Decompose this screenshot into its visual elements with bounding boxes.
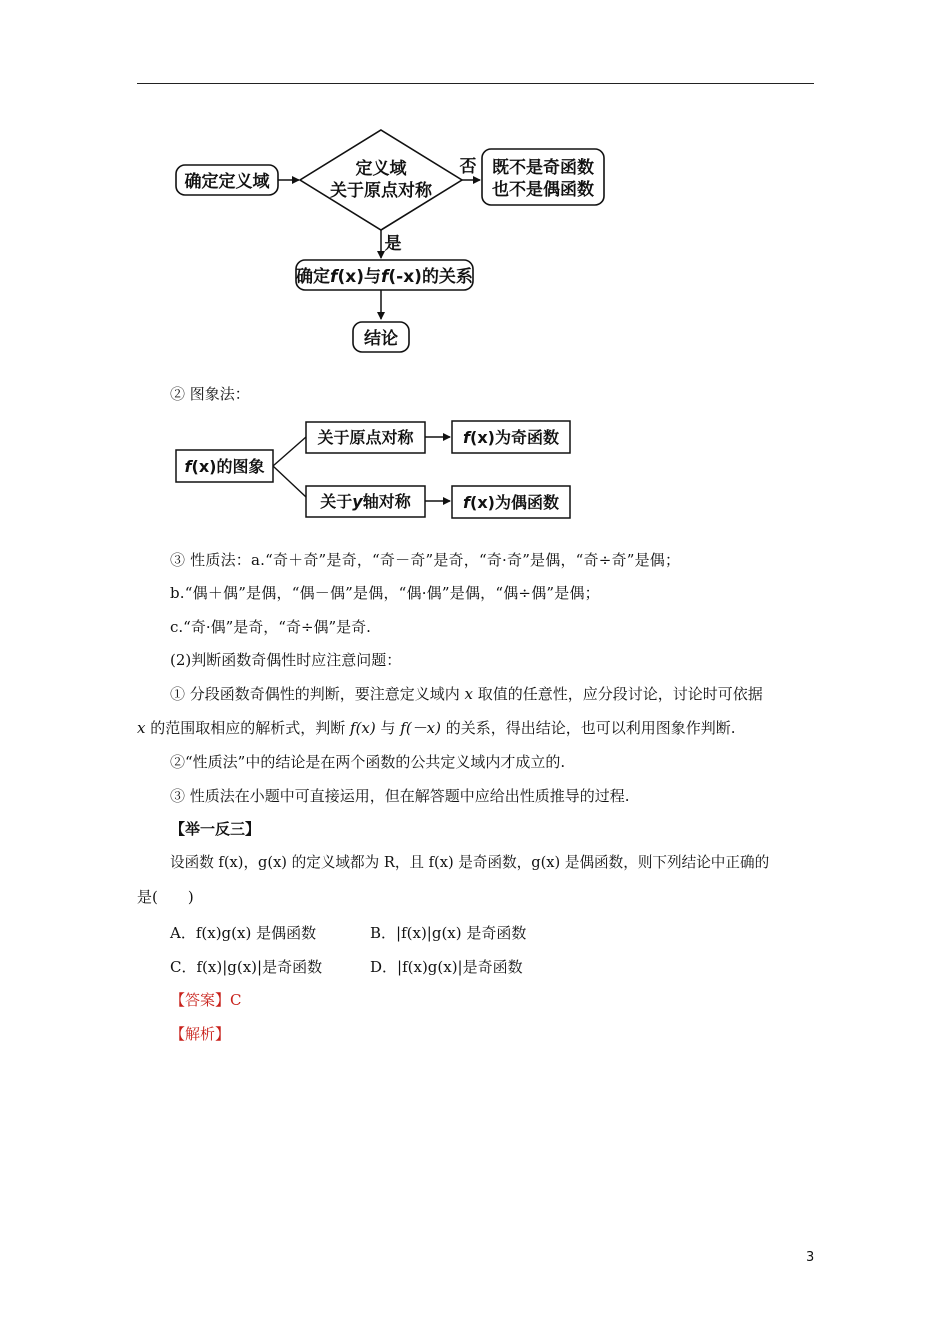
exercise-stem-line1: 设函数 f(x)，g(x) 的定义域都为 R，且 f(x) 是奇函数，g(x) 是偶函数，则下列结论中正确的 — [170, 854, 770, 871]
flowchart-diagram — [0, 0, 950, 540]
note-2: ②“性质法”中的结论是在两个函数的公共定义域内才成立的. — [170, 753, 566, 771]
decision-line2: 关于原点对称 — [330, 181, 432, 201]
note-3: ③ 性质法在小题中可直接运用，但在解答题中应给出性质推导的过程. — [170, 787, 630, 805]
odd-result-label: f(x)为奇函数 — [463, 428, 559, 447]
option-a: A．f(x)g(x) 是偶函数 — [170, 924, 317, 942]
page-number: 3 — [806, 1250, 815, 1265]
option-d: D．|f(x)g(x)|是奇函数 — [370, 958, 523, 976]
even-result-label: f(x)为偶函数 — [463, 493, 559, 512]
notes-heading: (2)判断函数奇偶性时应注意问题： — [170, 651, 402, 669]
compare-label: 确定f(x)与f(-x)的关系 — [296, 267, 473, 287]
no-result-line1: 既不是奇函数 — [492, 158, 594, 178]
property-method-c: c.“奇·偶”是奇，“奇÷偶”是奇. — [170, 618, 371, 636]
exercise-stem-line2: 是( ) — [137, 888, 194, 906]
note-1-line1: ① 分段函数奇偶性的判断，要注意定义域内 x 取值的任意性，应分段讨论，讨论时可依据 — [170, 685, 763, 703]
property-method-b: b.“偶＋偶”是偶，“偶－偶”是偶，“偶·偶”是偶，“偶÷偶”是偶； — [170, 584, 600, 602]
no-result-line2: 也不是偶函数 — [492, 180, 594, 200]
option-b: B．|f(x)|g(x) 是奇函数 — [370, 924, 527, 942]
origin-symmetry-label: 关于原点对称 — [317, 428, 414, 447]
property-method-a: ③ 性质法：a.“奇＋奇”是奇，“奇－奇”是奇，“奇·奇”是偶，“奇÷奇”是偶； — [170, 551, 681, 569]
answer-line: 【答案】C — [170, 991, 242, 1009]
note-1-line2: x 的范围取相应的解析式，判断 f(x) 与 f(－x) 的关系，得出结论，也可以利用图象作判断. — [137, 719, 736, 737]
start-label: 确定定义域 — [184, 172, 270, 192]
yes-label: 是 — [384, 234, 402, 254]
branch-line-up — [273, 437, 306, 466]
option-c: C．f(x)|g(x)|是奇函数 — [170, 958, 323, 976]
graph-method-heading: ② 图象法： — [170, 385, 250, 403]
decision-diamond — [300, 130, 462, 230]
y-axis-symmetry-label: 关于y轴对称 — [320, 492, 411, 511]
branch-line-down — [273, 466, 306, 497]
exercise-heading: 【举一反三】 — [170, 820, 261, 838]
graph-source-label: f(x)的图象 — [184, 457, 265, 476]
conclusion-label: 结论 — [364, 329, 398, 349]
no-label: 否 — [459, 157, 477, 177]
analysis-label: 【解析】 — [170, 1025, 231, 1043]
decision-line1: 定义域 — [355, 159, 407, 179]
